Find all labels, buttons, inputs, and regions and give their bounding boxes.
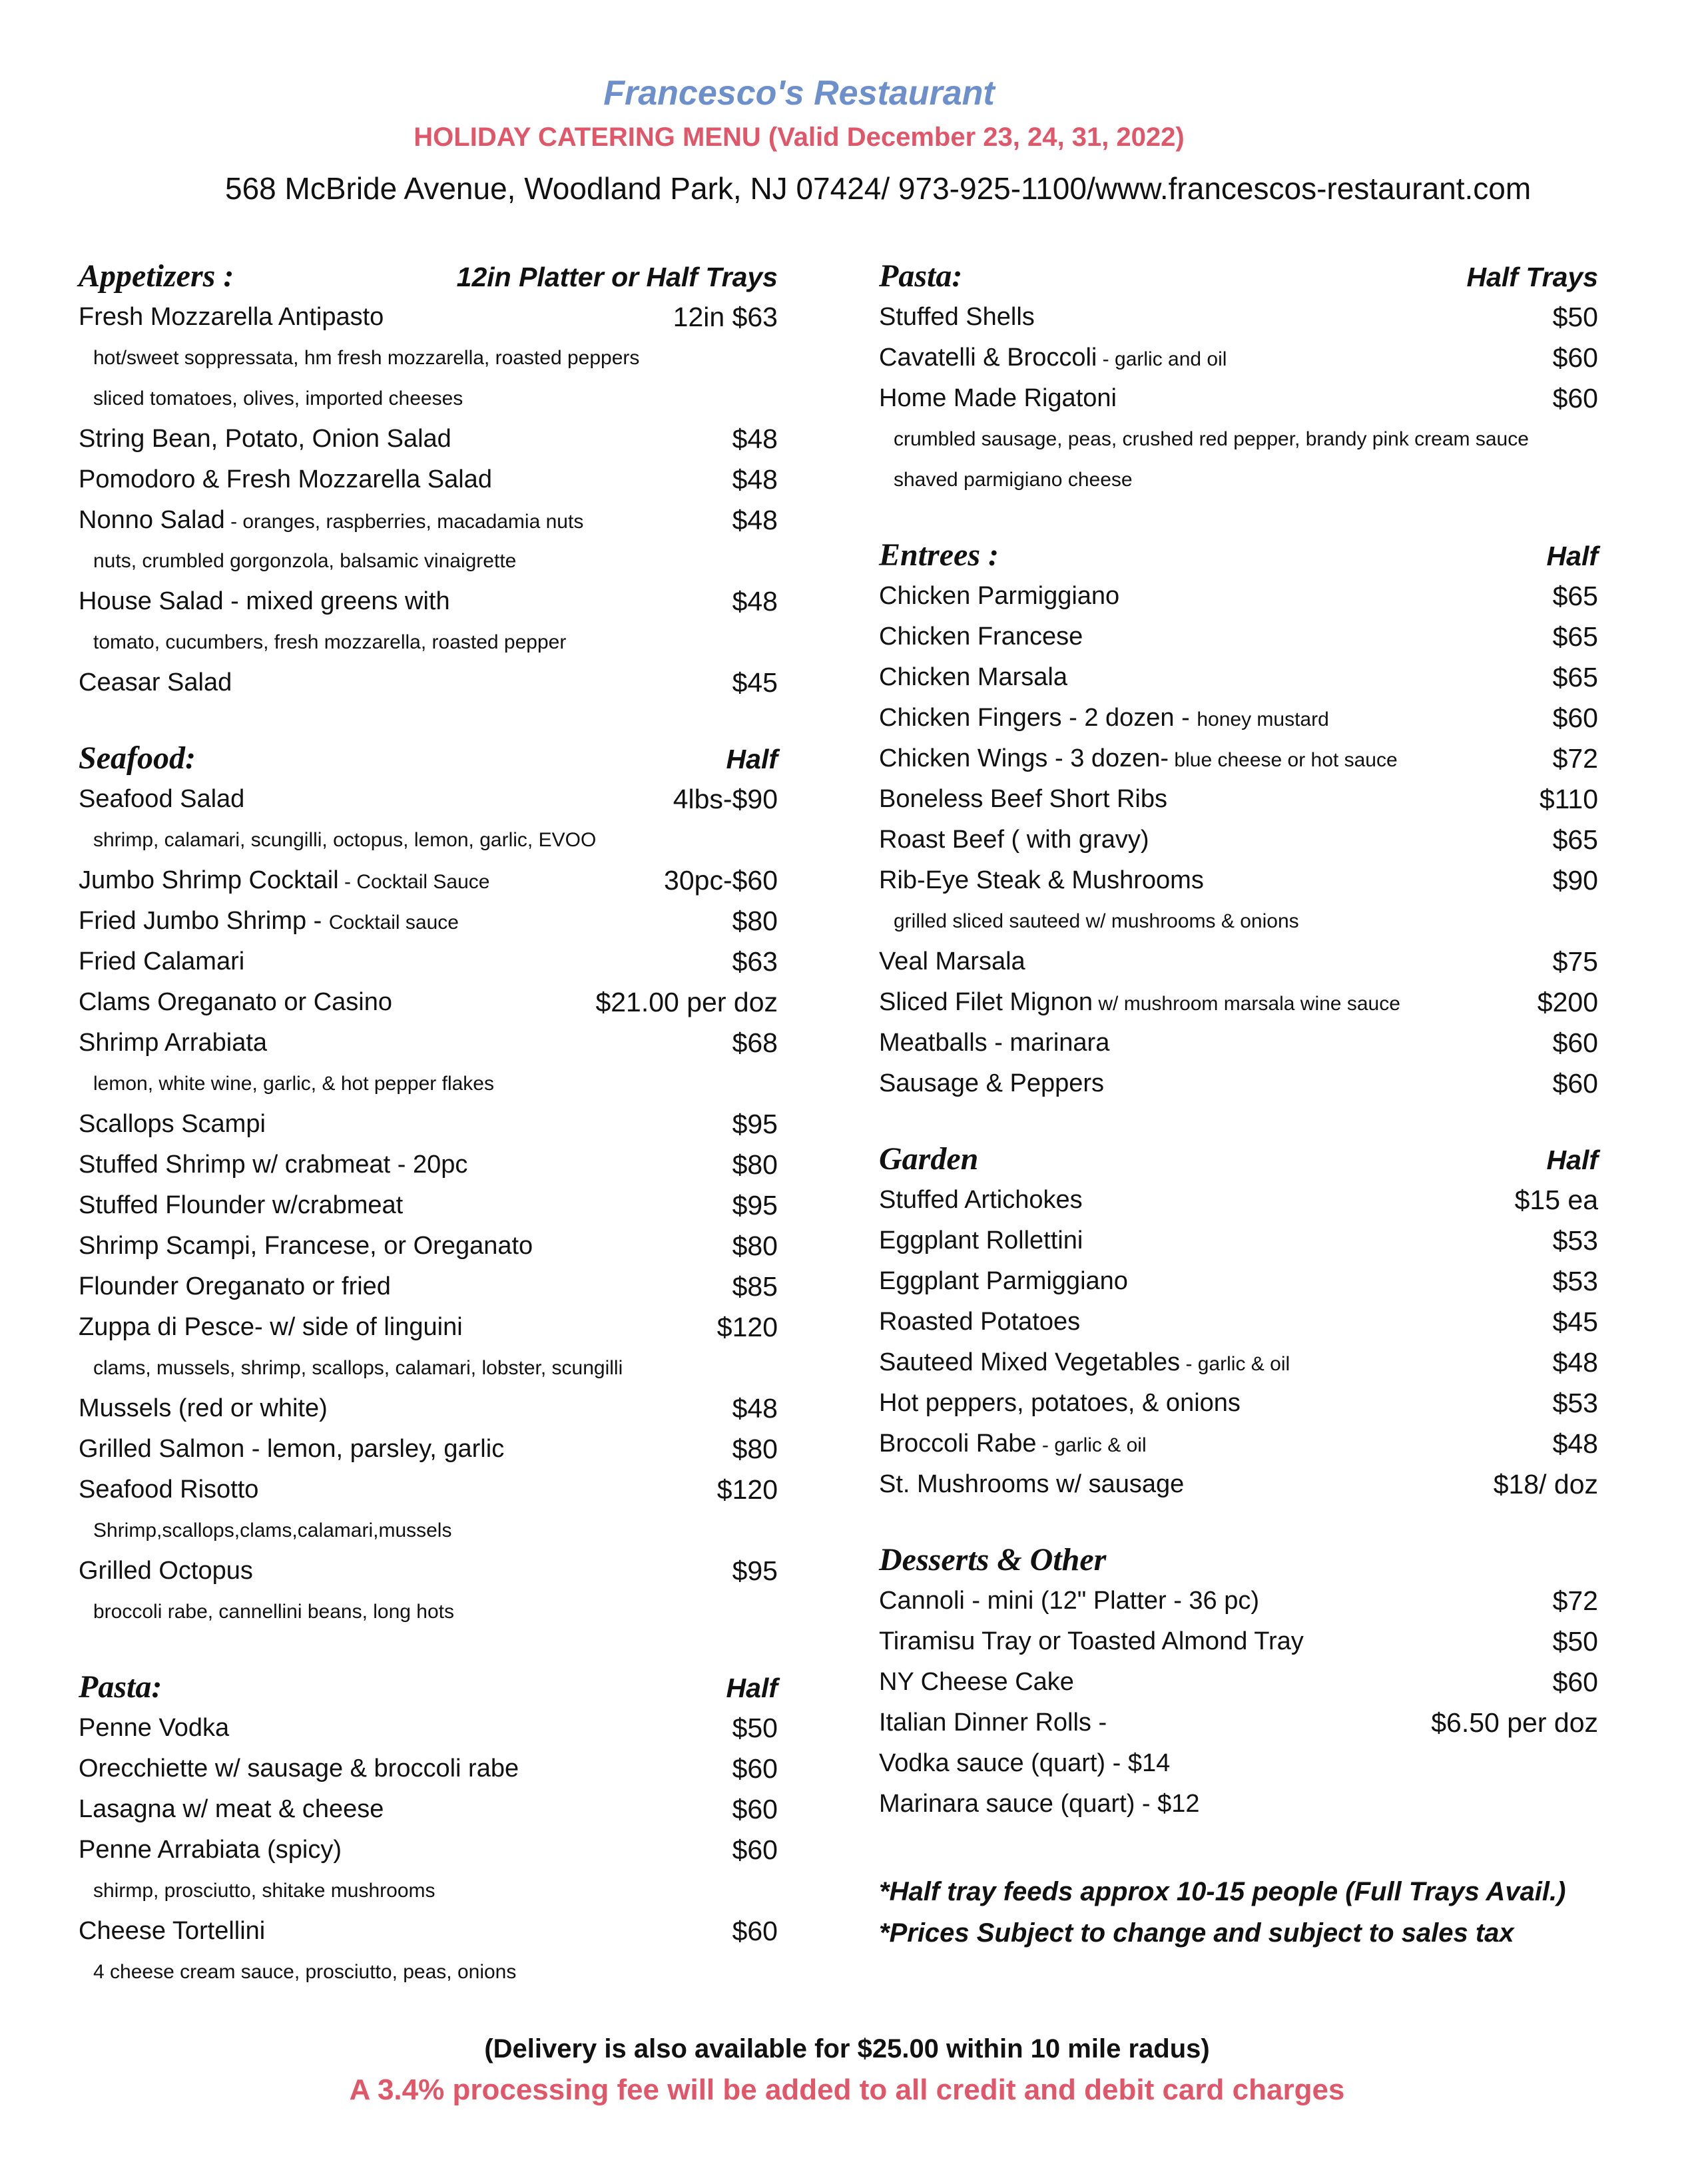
item-price: $80 xyxy=(732,906,778,936)
item-price: $53 xyxy=(1552,1225,1598,1256)
delivery-note: (Delivery is also available for $25.00 within 10 mile radus) xyxy=(484,2034,1210,2063)
menu-item xyxy=(79,1266,778,1307)
item-name xyxy=(79,581,450,622)
item-price: $21.00 per doz xyxy=(595,987,778,1017)
item-name-text: Shrimp Scampi, Francese, or Oreganato xyxy=(79,1232,533,1260)
item-name-text: Tiramisu Tray or Toasted Almond Tray xyxy=(879,1627,1304,1655)
menu-section xyxy=(879,1537,1598,1824)
menu-item xyxy=(879,982,1598,1023)
item-name xyxy=(79,1226,533,1266)
item-name-text: Chicken Wings - 3 dozen- xyxy=(879,744,1169,772)
menu-item xyxy=(79,1830,778,1870)
menu-section xyxy=(79,735,778,1632)
item-name-text: Penne Arrabiata (spicy) xyxy=(79,1836,342,1864)
section-title: Garden xyxy=(879,1141,979,1177)
item-price: $53 xyxy=(1552,1266,1598,1296)
menu-item xyxy=(879,1383,1598,1424)
item-price: $50 xyxy=(732,1713,778,1743)
section-title: Seafood: xyxy=(79,740,196,776)
item-name-text: Flounder Oreganato or fried xyxy=(79,1272,391,1300)
menu-footer xyxy=(0,2034,1694,2107)
menu-item xyxy=(879,1743,1598,1784)
item-price: $48 xyxy=(1552,1428,1598,1459)
item-name xyxy=(879,942,1025,982)
menu-item xyxy=(879,1302,1598,1342)
item-name xyxy=(79,1911,265,1952)
item-name-text: Sausage & Peppers xyxy=(879,1069,1105,1097)
item-price: $65 xyxy=(1552,621,1598,652)
item-name xyxy=(879,1180,1083,1221)
item-price: $53 xyxy=(1552,1388,1598,1418)
menu-item xyxy=(879,1703,1598,1743)
item-name xyxy=(79,1551,253,1591)
section-title: Pasta: xyxy=(79,1669,162,1705)
item-note: - garlic and oil xyxy=(1097,348,1227,370)
item-name xyxy=(879,820,1149,860)
menu-item xyxy=(879,617,1598,657)
item-name xyxy=(879,657,1067,698)
item-description: clams, mussels, shrimp, scallops, calamari, lobster, scungilli xyxy=(93,1357,623,1379)
menu-item xyxy=(79,1145,778,1185)
item-name-text: Vodka sauce (quart) - $14 xyxy=(879,1749,1171,1777)
menu-item xyxy=(79,982,778,1023)
menu-item xyxy=(79,1307,778,1348)
menu-item xyxy=(79,297,778,338)
item-price: $60 xyxy=(732,1753,778,1784)
item-name-text: Penne Vodka xyxy=(79,1714,230,1742)
menu-item xyxy=(879,657,1598,698)
item-description: hot/sweet soppressata, hm fresh mozzarella, roasted peppers xyxy=(93,347,640,369)
menu-item xyxy=(879,860,1598,901)
item-name-text: Marinara sauce (quart) - $12 xyxy=(879,1790,1200,1818)
item-name xyxy=(879,576,1119,617)
menu-item xyxy=(879,1424,1598,1464)
item-name-text: Jumbo Shrimp Cocktail xyxy=(79,866,339,894)
item-price: $50 xyxy=(1552,302,1598,332)
item-note: w/ mushroom marsala wine sauce xyxy=(1093,993,1400,1015)
section-header xyxy=(879,253,1598,297)
item-price: $48 xyxy=(1552,1347,1598,1378)
item-name xyxy=(79,860,489,902)
section-title: Pasta: xyxy=(879,258,963,294)
menu-notes xyxy=(879,1871,1598,1954)
item-description: lemon, white wine, garlic, & hot pepper flakes xyxy=(93,1073,494,1095)
item-name-text: Cheese Tortellini xyxy=(79,1917,266,1945)
menu-item xyxy=(879,297,1598,338)
item-name-text: Eggplant Rollettini xyxy=(879,1227,1083,1254)
item-price: $48 xyxy=(732,505,778,535)
item-price: $63 xyxy=(732,946,778,977)
item-price: $48 xyxy=(732,423,778,454)
menu-item xyxy=(79,419,778,459)
item-price: $65 xyxy=(1552,662,1598,692)
item-name-text: NY Cheese Cake xyxy=(879,1668,1074,1696)
section-size-label: 12in Platter or Half Trays xyxy=(456,262,778,292)
item-price: $18/ doz xyxy=(1493,1469,1598,1500)
item-price: $60 xyxy=(1552,1027,1598,1058)
menu-item xyxy=(79,1749,778,1789)
item-description: shirmp, prosciutto, shitake mushrooms xyxy=(93,1880,435,1902)
menu-section xyxy=(879,253,1598,500)
item-note: - garlic & oil xyxy=(1036,1434,1147,1456)
item-name-text: Roasted Potatoes xyxy=(879,1308,1081,1336)
item-name xyxy=(879,698,1329,740)
item-name-text: Seafood Risotto xyxy=(79,1476,259,1503)
item-name-text: Home Made Rigatoni xyxy=(879,384,1117,412)
item-name xyxy=(79,1708,229,1749)
section-header xyxy=(879,1136,1598,1180)
item-price: $72 xyxy=(1552,743,1598,774)
item-name-text: Hot peppers, potatoes, & onions xyxy=(879,1389,1241,1417)
menu-item xyxy=(79,1911,778,1952)
item-price: $80 xyxy=(732,1149,778,1180)
item-name-text: Rib-Eye Steak & Mushrooms xyxy=(879,866,1204,894)
item-price: $60 xyxy=(1552,1667,1598,1697)
item-name xyxy=(79,1023,267,1063)
item-name-text: House Salad - mixed greens with xyxy=(79,587,450,615)
menu-item xyxy=(79,942,778,982)
item-note: honey mustard xyxy=(1197,708,1329,730)
item-price: $60 xyxy=(732,1794,778,1824)
item-name xyxy=(879,617,1083,657)
item-price: $48 xyxy=(732,586,778,617)
item-name-text: Broccoli Rabe xyxy=(879,1430,1037,1458)
menu-item xyxy=(79,1708,778,1749)
menu-item xyxy=(879,738,1598,779)
item-price: $95 xyxy=(732,1190,778,1221)
item-name-text: Cannoli - mini (12" Platter - 36 pc) xyxy=(879,1587,1260,1615)
item-price: $95 xyxy=(732,1109,778,1139)
section-size-label: Half xyxy=(1546,541,1598,571)
item-name-text: Veal Marsala xyxy=(879,948,1025,975)
item-name-text: Cavatelli & Broccoli xyxy=(879,344,1097,372)
menu-item xyxy=(879,338,1598,378)
item-name xyxy=(79,419,451,459)
menu-section xyxy=(879,532,1598,1104)
item-name xyxy=(79,1388,328,1429)
menu-item xyxy=(879,1662,1598,1703)
item-name xyxy=(879,779,1167,820)
menu-item xyxy=(79,1104,778,1145)
item-note: - garlic & oil xyxy=(1180,1353,1290,1375)
item-name-text: Clams Oreganato or Casino xyxy=(79,988,392,1016)
menu-item xyxy=(79,1023,778,1063)
item-name-text: Zuppa di Pesce- w/ side of linguini xyxy=(79,1313,463,1341)
item-price: $45 xyxy=(1552,1306,1598,1337)
section-title: Entrees : xyxy=(879,537,999,573)
item-name-text: Fried Calamari xyxy=(79,948,245,975)
menu-section xyxy=(79,1664,778,1992)
item-note: blue cheese or hot sauce xyxy=(1169,749,1398,771)
menu-item xyxy=(79,663,778,703)
item-name-text: Stuffed Artichokes xyxy=(879,1186,1083,1214)
item-name xyxy=(79,779,244,820)
menu-item xyxy=(879,1261,1598,1302)
item-name xyxy=(79,1185,403,1226)
item-name-text: Scallops Scampi xyxy=(79,1110,266,1138)
item-price: $6.50 per doz xyxy=(1431,1707,1598,1738)
section-size-label: Half Trays xyxy=(1466,262,1598,292)
item-name xyxy=(879,738,1398,780)
item-name xyxy=(879,1662,1074,1703)
item-description: crumbled sausage, peas, crushed red pepper, brandy pink cream sauce xyxy=(894,428,1529,450)
item-note: - oranges, raspberries, macadamia nuts xyxy=(224,511,584,533)
menu-item xyxy=(879,1342,1598,1383)
item-description: tomato, cucumbers, fresh mozzarella, roasted pepper xyxy=(93,631,567,653)
menu-item xyxy=(79,1470,778,1510)
item-price: 4lbs-$90 xyxy=(673,784,778,814)
item-name xyxy=(879,1221,1083,1261)
item-name-text: Meatballs - marinara xyxy=(879,1029,1110,1057)
menu-section xyxy=(79,253,778,703)
item-price: $90 xyxy=(1552,865,1598,896)
item-name xyxy=(879,1261,1128,1302)
item-price: $200 xyxy=(1537,987,1598,1017)
item-name-text: Italian Dinner Rolls - xyxy=(879,1709,1107,1737)
item-name-text: Chicken Francese xyxy=(879,623,1083,651)
item-price: $50 xyxy=(1552,1626,1598,1657)
item-price: $60 xyxy=(732,1916,778,1946)
item-name-text: Chicken Fingers - 2 dozen - xyxy=(879,704,1197,732)
item-price: $48 xyxy=(732,464,778,495)
item-name-text: Sliced Filet Mignon xyxy=(879,988,1093,1016)
item-name xyxy=(79,663,232,703)
item-price: $75 xyxy=(1552,946,1598,977)
item-name xyxy=(79,459,492,500)
item-name xyxy=(79,1749,519,1789)
item-description: shrimp, calamari, scungilli, octopus, lemon, garlic, EVOO xyxy=(93,829,597,851)
menu-item xyxy=(879,1621,1598,1662)
item-name xyxy=(79,901,459,943)
item-name xyxy=(79,1789,384,1830)
menu-item xyxy=(79,459,778,500)
menu-item xyxy=(879,820,1598,860)
item-name xyxy=(879,1302,1080,1342)
item-name-text: St. Mushrooms w/ sausage xyxy=(879,1470,1185,1498)
menu-item xyxy=(879,942,1598,982)
menu-note: *Half tray feeds approx 10-15 people (Full Trays Avail.) xyxy=(879,1877,1566,1906)
item-name-text: Fresh Mozzarella Antipasto xyxy=(79,303,384,331)
item-name-text: Sauteed Mixed Vegetables xyxy=(879,1348,1181,1376)
item-price: $68 xyxy=(732,1027,778,1058)
item-name-text: Chicken Parmiggiano xyxy=(879,582,1120,610)
menu-section xyxy=(879,1136,1598,1505)
item-name-text: Eggplant Parmiggiano xyxy=(879,1267,1128,1295)
item-price: 12in $63 xyxy=(673,302,778,332)
menu-item xyxy=(79,779,778,820)
item-price: 30pc-$60 xyxy=(664,865,778,896)
item-name-text: Shrimp Arrabiata xyxy=(79,1029,268,1057)
item-price: $15 ea xyxy=(1514,1185,1598,1215)
item-name-text: Stuffed Flounder w/crabmeat xyxy=(79,1191,404,1219)
section-title: Desserts & Other xyxy=(879,1542,1107,1577)
section-header xyxy=(879,532,1598,576)
item-price: $110 xyxy=(1539,784,1598,814)
menu-subtitle: HOLIDAY CATERING MENU (Valid December 23, 24, 31, 2022) xyxy=(414,123,1185,152)
item-description: sliced tomatoes, olives, imported cheeses xyxy=(93,388,463,410)
item-name xyxy=(79,1145,467,1185)
item-name xyxy=(879,860,1204,901)
item-name xyxy=(79,1830,342,1870)
menu-item xyxy=(79,1429,778,1470)
menu-note: *Prices Subject to change and subject to sales tax xyxy=(879,1918,1514,1948)
processing-fee-note: A 3.4% processing fee will be added to all credit and debit card charges xyxy=(349,2073,1345,2106)
menu-item xyxy=(79,500,778,541)
menu-item xyxy=(79,1226,778,1266)
menu-item xyxy=(879,1180,1598,1221)
section-size-label: Half xyxy=(726,1673,778,1703)
item-price: $72 xyxy=(1552,1585,1598,1616)
menu-item xyxy=(879,1063,1598,1104)
item-name-text: Mussels (red or white) xyxy=(79,1394,328,1422)
item-name xyxy=(879,1063,1104,1104)
item-name-text: Nonno Salad xyxy=(79,506,225,534)
item-price: $45 xyxy=(732,667,778,698)
item-name-text: Chicken Marsala xyxy=(879,663,1067,691)
item-name xyxy=(79,1266,391,1307)
menu-item xyxy=(879,1464,1598,1505)
item-name-text: Pomodoro & Fresh Mozzarella Salad xyxy=(79,465,492,493)
item-name-text: Lasagna w/ meat & cheese xyxy=(79,1795,384,1823)
section-header xyxy=(79,1664,778,1708)
menu-item xyxy=(79,1185,778,1226)
item-name-text: Fried Jumbo Shrimp - xyxy=(79,907,329,935)
section-header xyxy=(79,735,778,779)
item-name xyxy=(879,1383,1241,1424)
menu-item xyxy=(879,1581,1598,1621)
menu-item xyxy=(79,1388,778,1429)
item-name-text: Grilled Salmon - lemon, parsley, garlic xyxy=(79,1435,505,1463)
item-name xyxy=(879,1743,1170,1784)
item-price: $80 xyxy=(732,1434,778,1464)
item-price: $80 xyxy=(732,1230,778,1261)
menu-item xyxy=(879,378,1598,419)
item-price: $48 xyxy=(732,1393,778,1424)
item-name xyxy=(879,982,1400,1024)
menu-item xyxy=(79,901,778,942)
item-name-text: Boneless Beef Short Ribs xyxy=(879,785,1168,813)
item-price: $85 xyxy=(732,1271,778,1302)
item-name xyxy=(879,1621,1304,1662)
item-name xyxy=(79,1104,266,1145)
item-name xyxy=(879,1703,1107,1743)
section-header xyxy=(879,1537,1598,1581)
menu-item xyxy=(879,1221,1598,1261)
item-name xyxy=(879,1023,1109,1063)
item-description: broccoli rabe, cannellini beans, long hots xyxy=(93,1601,455,1623)
item-name-text: Seafood Salad xyxy=(79,785,245,813)
item-price: $95 xyxy=(732,1555,778,1586)
menu-item xyxy=(879,576,1598,617)
item-price: $120 xyxy=(716,1474,778,1505)
item-name-text: Grilled Octopus xyxy=(79,1557,253,1585)
item-price: $60 xyxy=(1552,383,1598,413)
item-name xyxy=(879,1464,1184,1505)
menu-item xyxy=(879,779,1598,820)
menu-header xyxy=(0,73,1598,152)
menu-item xyxy=(879,698,1598,738)
item-name xyxy=(79,297,384,338)
item-name-text: Orecchiette w/ sausage & broccoli rabe xyxy=(79,1755,519,1782)
item-name xyxy=(879,1424,1147,1466)
item-name xyxy=(879,1342,1290,1384)
menu-item xyxy=(79,860,778,901)
item-name xyxy=(879,1784,1200,1824)
menu-item xyxy=(879,1023,1598,1063)
item-name xyxy=(79,1470,258,1510)
menu-item xyxy=(79,581,778,622)
restaurant-name: Francesco's Restaurant xyxy=(603,74,995,113)
item-description: Shrimp,scallops,clams,calamari,mussels xyxy=(93,1519,452,1541)
menu-item xyxy=(79,1789,778,1830)
restaurant-address: 568 McBride Avenue, Woodland Park, NJ 07424/ 973-925-1100/www.francescos-restaurant.com xyxy=(225,171,1532,206)
item-name xyxy=(879,378,1117,419)
item-price: $65 xyxy=(1552,581,1598,611)
item-price: $60 xyxy=(1552,342,1598,373)
item-name xyxy=(79,1429,504,1470)
item-name-text: Stuffed Shells xyxy=(879,303,1035,331)
item-price: $60 xyxy=(1552,702,1598,733)
item-description: 4 cheese cream sauce, prosciutto, peas, onions xyxy=(93,1961,517,1983)
menu-item xyxy=(79,1551,778,1591)
item-description: grilled sliced sauteed w/ mushrooms & onions xyxy=(894,910,1299,932)
right-column xyxy=(879,253,1598,1954)
section-size-label: Half xyxy=(726,744,778,774)
item-price: $65 xyxy=(1552,824,1598,855)
item-name xyxy=(879,297,1035,338)
item-price: $60 xyxy=(1552,1068,1598,1099)
item-name-text: String Bean, Potato, Onion Salad xyxy=(79,425,451,453)
item-price: $120 xyxy=(716,1312,778,1342)
item-description: shaved parmigiano cheese xyxy=(894,469,1133,491)
item-name xyxy=(79,942,244,982)
item-name xyxy=(79,982,392,1023)
item-name-text: Ceasar Salad xyxy=(79,669,232,696)
item-name xyxy=(879,338,1227,380)
item-price: $60 xyxy=(732,1834,778,1865)
item-note: - Cocktail Sauce xyxy=(338,871,490,893)
item-name-text: Stuffed Shrimp w/ crabmeat - 20pc xyxy=(79,1151,468,1179)
left-column xyxy=(79,253,778,2024)
item-name xyxy=(79,1307,463,1348)
section-title: Appetizers : xyxy=(79,258,234,294)
section-header xyxy=(79,253,778,297)
item-name-text: Roast Beef ( with gravy) xyxy=(879,826,1149,854)
item-name xyxy=(879,1581,1259,1621)
item-note: Cocktail sauce xyxy=(328,912,459,934)
section-size-label: Half xyxy=(1546,1145,1598,1175)
item-description: nuts, crumbled gorgonzola, balsamic vinaigrette xyxy=(93,550,517,572)
item-name xyxy=(79,500,583,542)
menu-item xyxy=(879,1784,1598,1824)
